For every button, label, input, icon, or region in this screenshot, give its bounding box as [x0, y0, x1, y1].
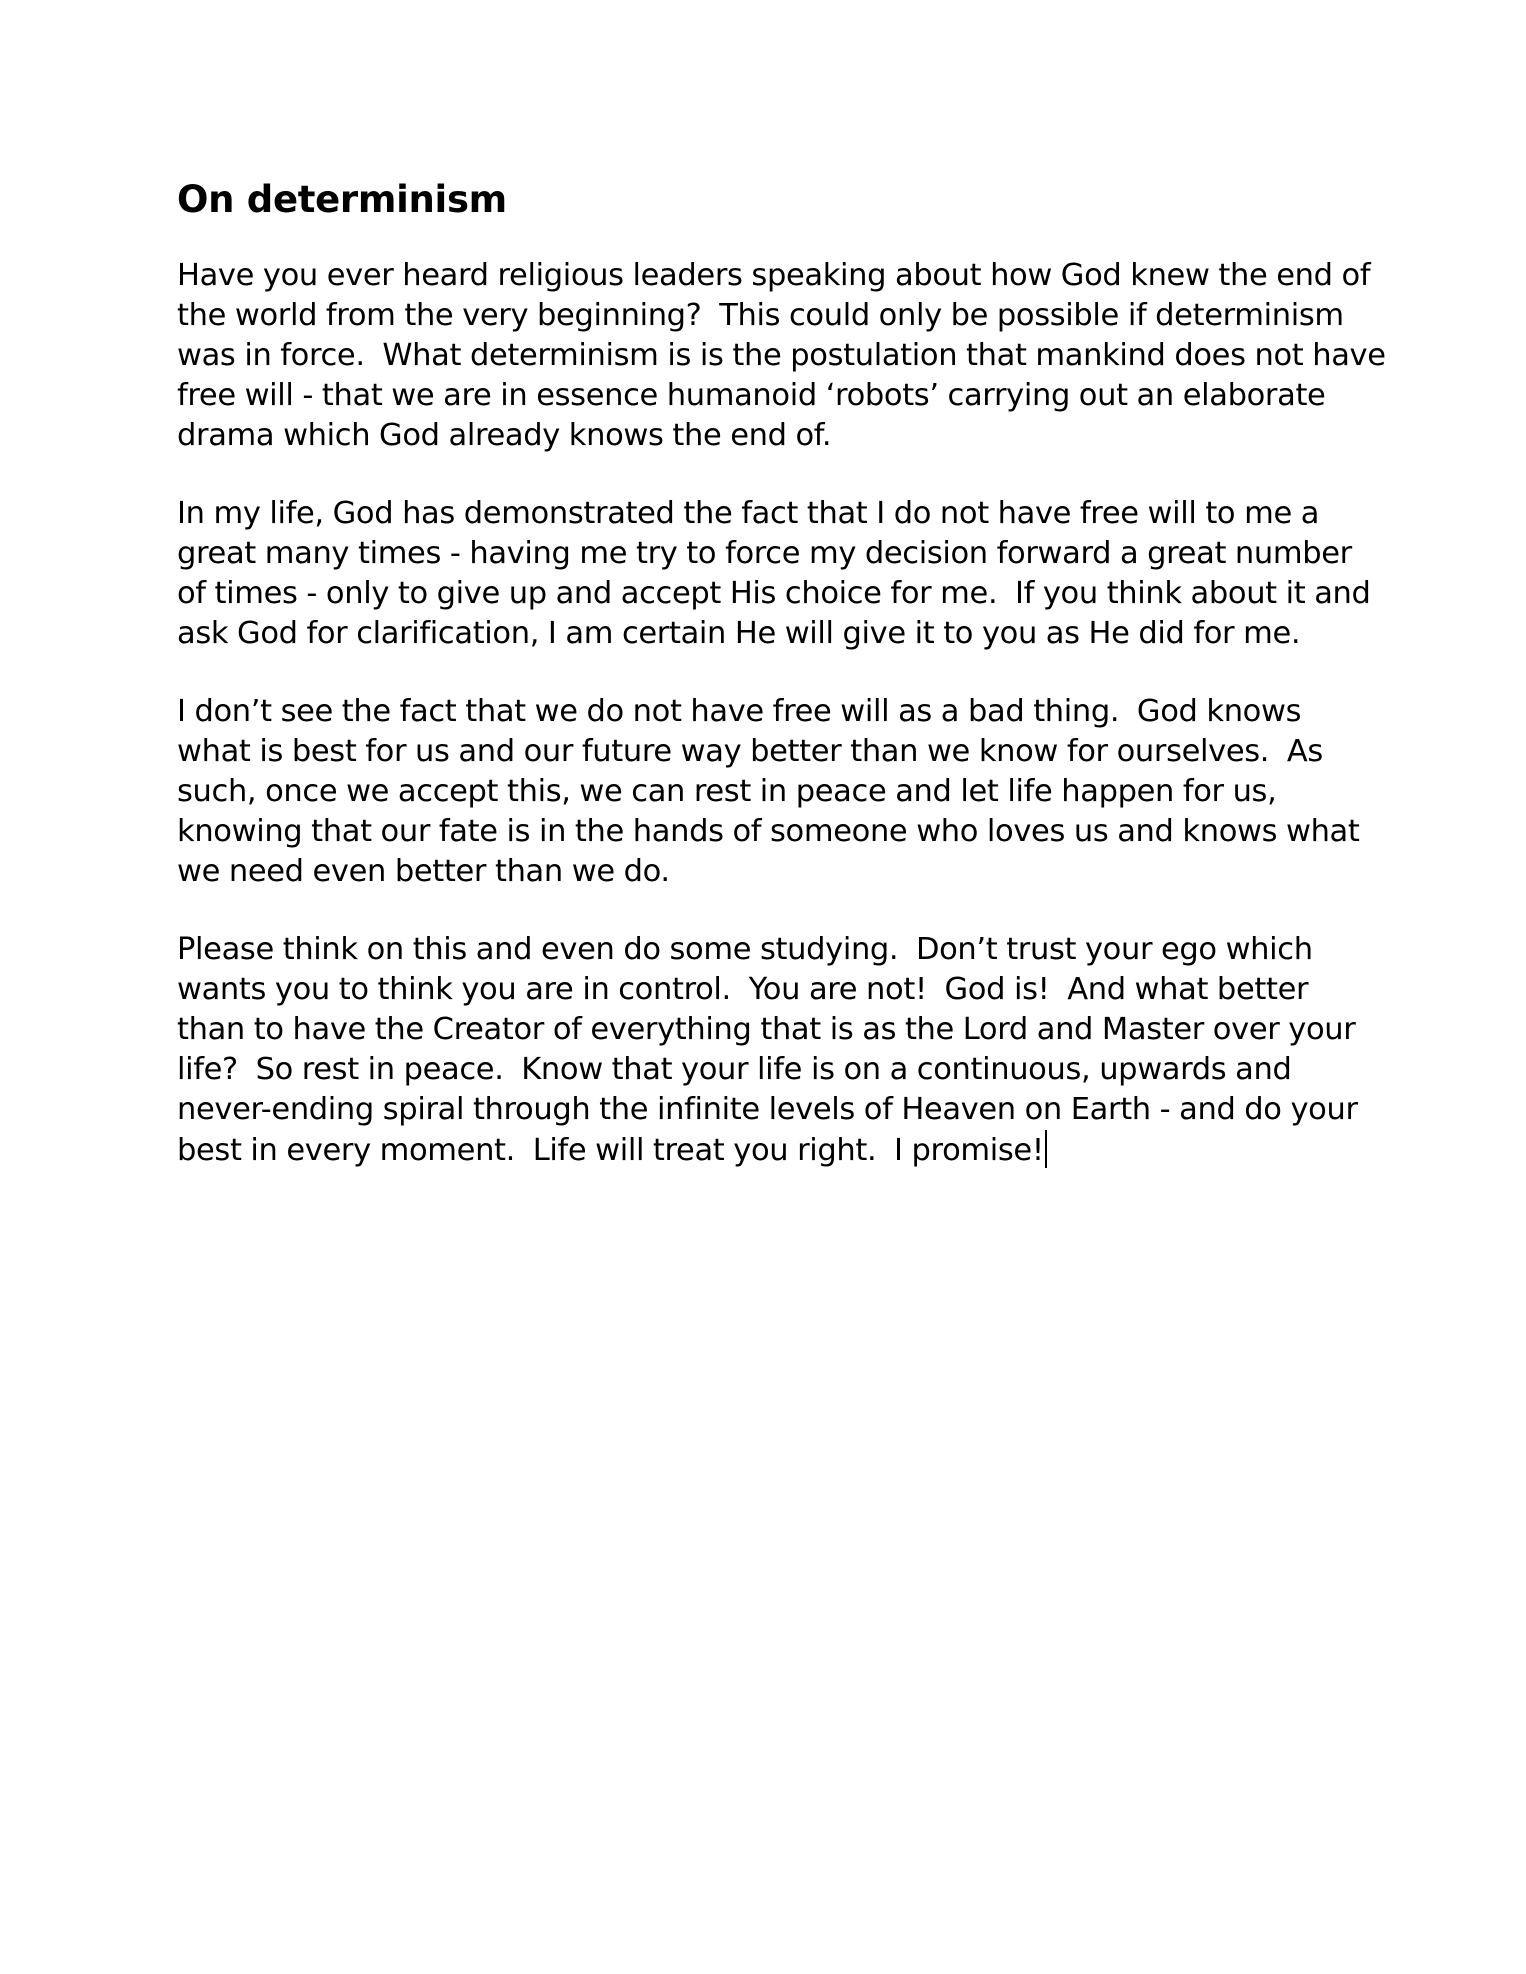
paragraph-1 — [177, 256, 1386, 456]
text-line: I don’t see the fact that we do not have free will as a bad thing. God knows — [177, 694, 1302, 729]
text-line: Please think on this and even do some studying. Don’t trust your ego which — [177, 932, 1313, 967]
text-line: such, once we accept this, we can rest in peace and let life happen for us, — [177, 774, 1277, 809]
paragraph-3 — [177, 692, 1360, 892]
text-line: free will - that we are in essence humanoid ‘robots’ carrying out an elaborate — [177, 378, 1326, 413]
text-line: wants you to think you are in control. You are not! God is! And what better — [177, 972, 1309, 1007]
last-line-text: best in every moment. Life will treat you right. I promise! — [177, 1133, 1044, 1168]
paragraph-4 — [177, 930, 1357, 1171]
text-line: than to have the Creator of everything that is as the Lord and Master over your — [177, 1012, 1356, 1047]
text-line: of times - only to give up and accept His choice for me. If you think about it and — [177, 576, 1371, 611]
text-cursor — [1045, 1130, 1047, 1168]
text-line: drama which God already knows the end of. — [177, 418, 832, 453]
text-line: In my life, God has demonstrated the fact that I do not have free will to me a — [177, 496, 1320, 531]
text-line: life? So rest in peace. Know that your life is on a continuous, upwards and — [177, 1052, 1292, 1087]
text-line: ask God for clarification, I am certain He will give it to you as He did for me. — [177, 616, 1301, 651]
text-line: great many times - having me try to force my decision forward a great number — [177, 536, 1352, 571]
document-title: On determinism — [177, 178, 507, 221]
text-line: the world from the very beginning? This could only be possible if determinism — [177, 298, 1344, 333]
text-line: Have you ever heard religious leaders speaking about how God knew the end of — [177, 258, 1371, 293]
text-line: was in force. What determinism is is the postulation that mankind does not have — [177, 338, 1386, 373]
document-body[interactable] — [177, 172, 1386, 1209]
paragraph-2 — [177, 494, 1371, 654]
text-line: what is best for us and our future way better than we know for ourselves. As — [177, 734, 1323, 769]
text-line: never-ending spiral through the infinite levels of Heaven on Earth - and do your — [177, 1092, 1358, 1127]
text-line: we need even better than we do. — [177, 854, 670, 889]
text-line: knowing that our fate is in the hands of someone who loves us and knows what — [177, 814, 1360, 849]
text-line-last — [177, 1130, 1357, 1171]
